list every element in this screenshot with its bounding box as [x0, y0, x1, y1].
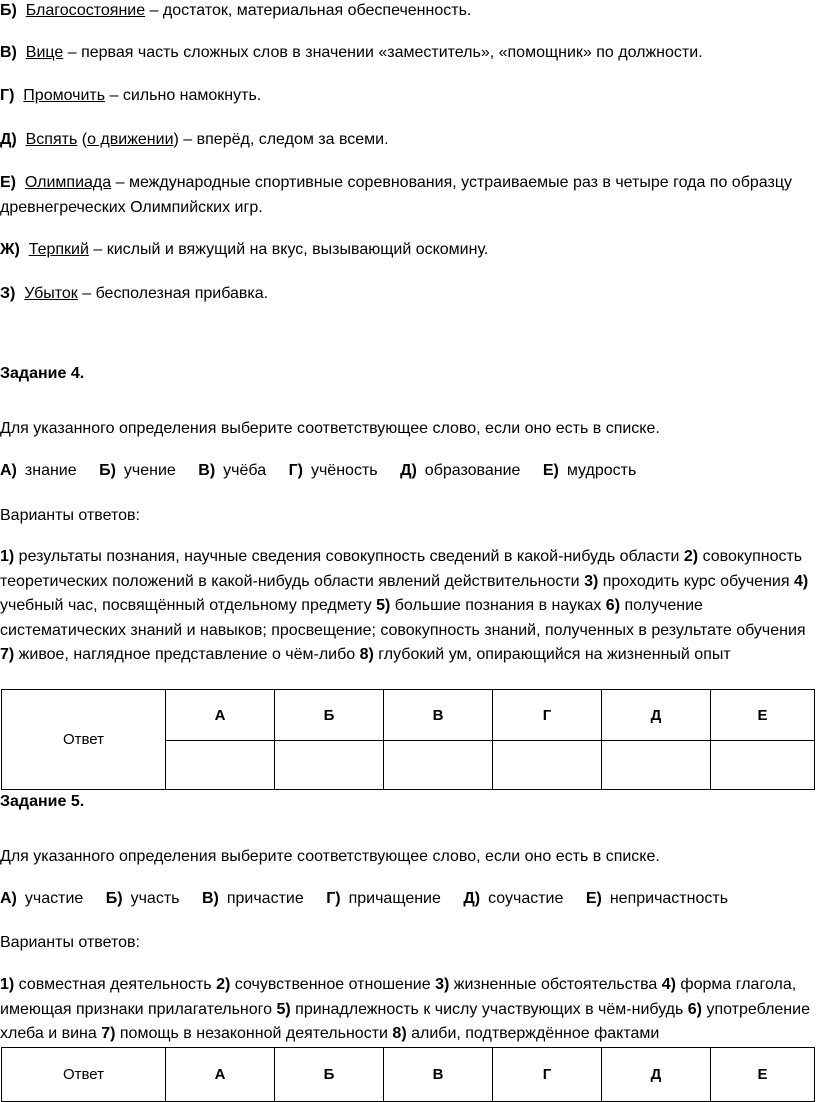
definition-item — [0, 43, 703, 63]
variant-number: 1) — [0, 976, 15, 993]
variant-text: большие познания в науках — [390, 597, 606, 614]
definition-letter: Е) — [0, 174, 16, 191]
variant-number: 3) — [435, 976, 450, 993]
column-header: А — [166, 690, 275, 741]
variant-text: сочувственное отношение — [230, 976, 436, 993]
column-header: Д — [602, 1048, 711, 1102]
variant-number: 7) — [101, 1025, 116, 1042]
variant-text: форма глагола, имеющая признаки прилагательного — [0, 976, 797, 1018]
answer-cell[interactable] — [711, 741, 815, 790]
definition-item — [0, 1, 471, 21]
option-word: учение — [123, 462, 176, 479]
variant-number: 6) — [605, 597, 621, 614]
variant-text: алиби, подтверждённое фактами — [406, 1025, 660, 1042]
definition-text: – международные спортивные соревнования, устраиваемые раз в четыре года по образцу — [111, 174, 792, 191]
option-letter: Г) — [326, 890, 341, 907]
column-header: Б — [275, 690, 384, 741]
variant-text: живое, наглядное представление о чём-либо — [14, 646, 360, 663]
option-letter: Д) — [463, 890, 481, 907]
option-item — [99, 462, 176, 479]
option-word: знание — [24, 462, 77, 479]
option-letter: Е) — [542, 462, 559, 479]
definition-letter: В) — [0, 44, 17, 61]
option-item — [202, 890, 304, 907]
definition-word: Терпкий — [28, 241, 89, 258]
variant-text: употребление хлеба и вина — [0, 1000, 810, 1042]
option-letter: Б) — [105, 890, 123, 907]
task-5-title: Задание 5. — [0, 793, 85, 810]
variant-text: учебный час, посвящённый отдельному предмету — [0, 597, 377, 614]
definition-letter: Ж) — [0, 241, 20, 258]
task-5-instruction: Для указанного определения выберите соответствующее слово, если оно есть в списке. — [0, 848, 660, 865]
definition-word: Олимпиада — [24, 174, 112, 191]
answer-cell[interactable] — [493, 741, 602, 790]
option-item — [106, 890, 180, 907]
definition-item — [0, 284, 268, 304]
definition-letter: Д) — [0, 131, 17, 148]
answer-label: Ответ — [2, 690, 166, 790]
option-letter: А) — [0, 890, 17, 907]
option-word: соучастие — [488, 890, 564, 907]
definition-item — [0, 240, 488, 260]
task-4-options — [0, 461, 654, 481]
option-item — [543, 462, 636, 479]
variant-number: 8) — [392, 1025, 407, 1042]
option-item — [326, 890, 441, 907]
option-item — [463, 890, 563, 907]
option-letter: В) — [201, 890, 219, 907]
definition-text: ( — [77, 131, 88, 148]
definition-text: – бесполезная прибавка. — [77, 285, 269, 302]
option-letter: Б) — [99, 462, 116, 479]
option-word: непричастность — [609, 890, 729, 907]
task-5-variants — [0, 973, 810, 1047]
option-word: участие — [24, 890, 84, 907]
variant-number: 8) — [359, 646, 374, 663]
option-item — [289, 462, 378, 479]
task-4-instruction: Для указанного определения выберите соответствующее слово, если оно есть в списке. — [0, 420, 660, 437]
variant-number: 7) — [0, 646, 15, 663]
variant-text: жизненные обстоятельства — [449, 976, 662, 993]
option-word: учёба — [223, 462, 267, 479]
definition-letter: Б) — [0, 2, 17, 19]
variant-number: 3) — [584, 572, 599, 590]
variant-text: совместная деятельность — [14, 976, 217, 993]
option-word: образование — [424, 462, 521, 479]
column-header: Е — [711, 690, 815, 741]
option-item — [0, 462, 77, 479]
variant-number: 2) — [216, 976, 231, 993]
option-word: учёность — [310, 462, 378, 479]
definition-item — [0, 173, 792, 193]
definition-word: о движении — [87, 131, 174, 148]
variant-number: 4) — [661, 976, 676, 993]
option-word: мудрость — [566, 462, 637, 479]
definition-item — [0, 130, 389, 150]
definition-letter: Г) — [0, 87, 15, 104]
table-header-row — [2, 1048, 815, 1102]
task-5-options — [0, 889, 746, 909]
variant-number: 2) — [683, 548, 699, 565]
option-letter: Г) — [288, 462, 303, 479]
option-item — [586, 890, 728, 907]
task-4-answer-table — [1, 689, 815, 790]
answer-cell[interactable] — [275, 741, 384, 790]
definition-text: ) – вперёд, следом за всеми. — [173, 131, 389, 148]
variant-number: 6) — [687, 1000, 703, 1018]
variant-number: 5) — [276, 1000, 291, 1018]
table-header-row — [2, 690, 815, 741]
variant-text: помощь в незаконной деятельности — [115, 1025, 393, 1042]
option-item — [198, 462, 266, 479]
variant-text: получение систематических знаний и навыков; просвещение; совокупность знаний, полученных в результате обучения — [0, 597, 806, 639]
option-word: причащение — [348, 890, 441, 907]
task-4-variants-label: Варианты ответов: — [0, 507, 140, 524]
variant-text: результаты познания, научные сведения совокупность сведений в какой-нибудь области — [14, 548, 684, 565]
column-header: А — [166, 1048, 275, 1102]
column-header: Е — [711, 1048, 815, 1102]
definition-text: – достаток, материальная обеспеченность. — [145, 2, 472, 19]
definition-item — [0, 86, 261, 106]
task-4-title: Задание 4. — [0, 365, 85, 382]
option-item — [0, 890, 83, 907]
answer-label: Ответ — [2, 1048, 166, 1102]
option-letter: А) — [0, 462, 17, 479]
variant-text: глубокий ум, опирающийся на жизненный опыт — [373, 646, 731, 663]
answer-cell[interactable] — [602, 741, 711, 790]
variant-text: совокупность теоретических положений в какой-нибудь области явлений действительности — [0, 548, 803, 590]
answer-cell[interactable] — [166, 741, 275, 790]
variant-text: принадлежность к числу участвующих в чём-нибудь — [290, 1000, 688, 1018]
column-header: Г — [493, 690, 602, 741]
option-letter: В) — [198, 462, 216, 479]
definition-word: Промочить — [23, 87, 106, 104]
definition-word: Благосостояние — [25, 2, 146, 19]
definition-text: – кислый и вяжущий на вкус, вызывающий оскомину. — [88, 241, 489, 258]
answer-cell[interactable] — [384, 741, 493, 790]
column-header: Г — [493, 1048, 602, 1102]
definition-word: Вице — [25, 44, 64, 61]
definition-text-continued: древнегреческих Олимпийских игр. — [0, 199, 263, 216]
definition-word: Убыток — [24, 285, 78, 302]
column-header: Б — [275, 1048, 384, 1102]
column-header: Д — [602, 690, 711, 741]
option-letter: Д) — [400, 462, 417, 479]
task-5-answer-table — [1, 1047, 815, 1102]
definition-text: – сильно намокнуть. — [105, 87, 262, 104]
task-4-variants — [0, 545, 810, 668]
option-word: причастие — [226, 890, 304, 907]
option-word: участь — [130, 890, 180, 907]
variant-number: 5) — [376, 597, 391, 614]
definition-letter: З) — [0, 285, 16, 302]
task-5-variants-label: Варианты ответов: — [0, 934, 140, 951]
definition-word: Вспять — [25, 131, 78, 148]
definition-text: – первая часть сложных слов в значении «заместитель», «помощник» по должности. — [63, 44, 703, 61]
option-item — [400, 462, 520, 479]
option-letter: Е) — [585, 890, 602, 907]
variant-text: проходить курс обучения — [598, 572, 794, 590]
column-header: В — [384, 1048, 493, 1102]
variant-number: 4) — [793, 572, 809, 590]
column-header: В — [384, 690, 493, 741]
variant-number: 1) — [0, 548, 15, 565]
